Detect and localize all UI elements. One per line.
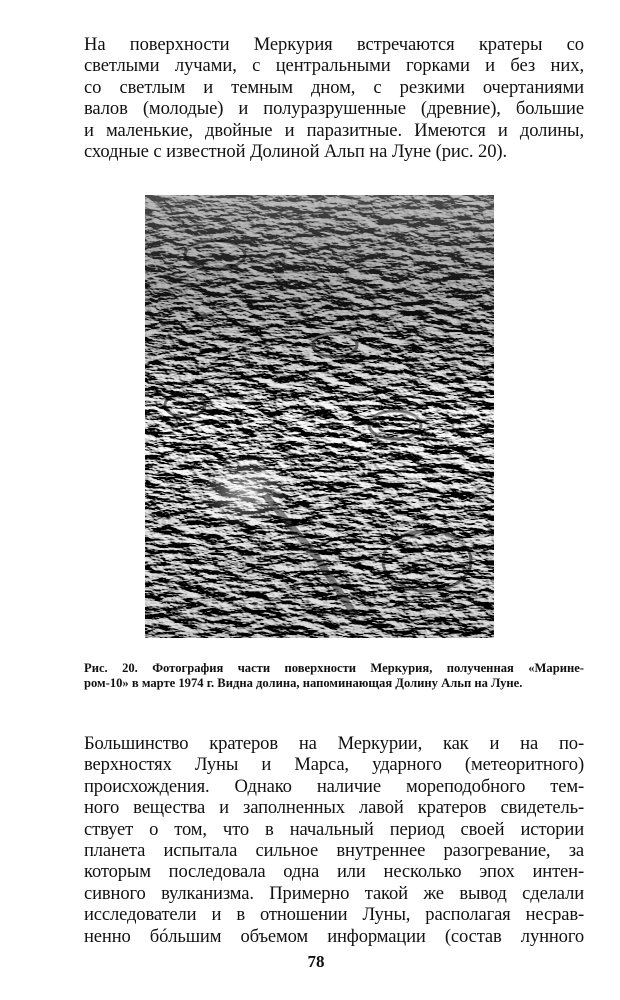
bottom-paragraph-line: которым последовала одна или несколько эпох интен- <box>84 861 584 883</box>
top-paragraph-line: сходные с известной Долиной Альп на Луне (рис. 20). <box>84 141 508 163</box>
bottom-paragraph-line: происхождения. Однако наличие мореподобного тем- <box>84 775 584 797</box>
top-paragraph-line: светлыми лучами, с центральными горками и без них, <box>84 55 584 77</box>
top-paragraph-line: со светлым и темным дном, с резкими очертаниями <box>84 76 584 98</box>
bottom-paragraph-line: ствует о том, что в начальный период своей истории <box>84 818 584 840</box>
bottom-paragraph-line: исследователи и в отношении Луны, располагая несрав- <box>84 904 584 926</box>
bottom-paragraph-line: сивного вулканизма. Примерно такой же вывод сделали <box>84 882 584 904</box>
bottom-paragraph-line: планета испытала сильное внутреннее разогревание, за <box>84 840 584 862</box>
bottom-paragraph-line: ненно бóльшим объемом информации (состав лунного <box>84 925 584 947</box>
mercury-surface-photo <box>145 195 494 638</box>
caption-line: Рис. 20. Фотография части поверхности Меркурия, полученная «Марине- <box>84 661 584 675</box>
top-paragraph-line: и маленькие, двойные и паразитные. Имеются и долины, <box>84 119 584 141</box>
bottom-paragraph <box>84 733 584 947</box>
top-paragraph-line: На поверхности Меркурия встречаются кратеры со <box>84 34 584 55</box>
top-paragraph <box>84 34 584 162</box>
bottom-paragraph-line: Большинство кратеров на Меркурии, как и на по- <box>84 733 584 754</box>
top-paragraph-line: валов (молодые) и полуразрушенные (древние), большие <box>84 98 584 120</box>
bottom-paragraph-line: ного вещества и заполненных лавой кратеров свидетель- <box>84 797 584 819</box>
page-number: 78 <box>307 952 325 971</box>
figure-caption <box>84 661 584 691</box>
caption-line: ром-10» в марте 1974 г. Видна долина, напоминающая Долину Альп на Луне. <box>84 676 523 690</box>
bottom-paragraph-line: верхностях Луны и Марса, ударного (метеоритного) <box>84 754 584 776</box>
